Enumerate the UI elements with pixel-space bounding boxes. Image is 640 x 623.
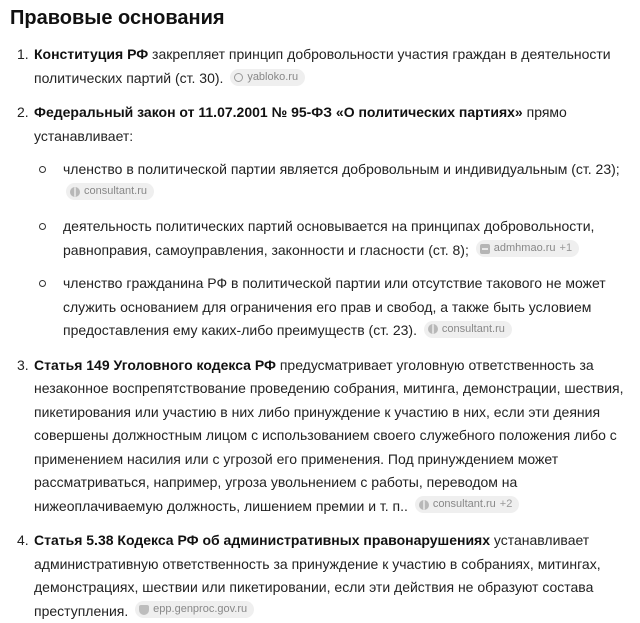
consultant-icon [70,187,80,197]
item-text: закрепляет принцип добровольности участия граждан в деятельности политических партий (ст. 30). [34,46,611,86]
list-item-federal-law [10,101,626,343]
section-title: Правовые основания [10,7,225,29]
sub-item-text: членство гражданина РФ в политической партии или отсутствие такового не может служить основанием для ограничения его прав и свобод, а также быть условием предоставления ему каких-либо преимуществ (ст. 23). [63,275,606,338]
item-bold-title: Статья 5.38 Кодекса РФ об административных правонарушениях [34,532,491,548]
sub-list-item [34,158,626,205]
item-number: 4. [17,532,29,548]
source-chip[interactable] [424,321,512,338]
item-text: прямо устанавливает: [34,104,567,144]
list-item-constitution [10,43,626,90]
source-chip[interactable] [476,240,579,257]
sub-list-item [34,272,626,343]
sub-list [34,158,626,343]
genproc-icon [139,605,149,615]
sub-item-text: деятельность политических партий основывается на принципах добровольности, равноправия, самоуправления, законности и гласности (ст. 8); [63,218,595,258]
yabloko-icon [234,73,243,82]
source-label: admhmao.ru [493,242,556,254]
source-chip[interactable] [66,183,154,200]
item-text: предусматривает уголовную ответственность за незаконное воспрепятствование проведению собрания, митинга, демонстрации, шествия, пикетирования или участию в них либо принуждение к участию в них, если эти деяния совершены должностным лицом с использованием своего служебного положения либо с применением насилия или с угрозой его применения. Под принуждением может рассматриваться, например, угроза увольнением с работы, переводом на нижеоплачиваемую должность, лишением премии и т. п.. [34,356,624,514]
legal-basis-list [10,43,626,623]
circle-bullet-icon [39,223,46,230]
item-bold-title: Федеральный закон от 11.07.2001 № 95-ФЗ «О политических партиях» [34,104,523,120]
source-label: consultant.ru [84,185,147,197]
source-label: consultant.ru [432,498,496,510]
list-item-criminal-code [10,354,626,519]
item-number: 2. [17,104,29,120]
source-chip[interactable] [415,496,520,513]
item-paragraph [34,354,626,519]
item-paragraph [34,43,626,90]
item-bold-title: Конституция РФ [34,46,149,62]
source-label: consultant.ru [441,322,505,335]
sub-list-item [34,215,626,262]
source-chip[interactable] [135,601,254,618]
source-extra-count: +2 [499,498,513,510]
consultant-icon [428,324,438,334]
admhmao-icon [480,244,490,254]
source-label: yabloko.ru [247,70,299,83]
item-number: 1. [17,46,29,62]
source-extra-count: +1 [559,242,573,254]
circle-bullet-icon [39,166,46,173]
source-label: epp.genproc.gov.ru [153,603,248,615]
item-text: устанавливает административную ответственность за принуждение к участию в собраниях, митингах, демонстрациях, шествии или пикетировании, если эти действия не образуют состава преступления. [34,532,601,619]
item-bold-title: Статья 149 Уголовного кодекса РФ [34,356,276,373]
source-chip[interactable] [230,69,305,86]
list-item-admin-code [10,529,626,623]
item-paragraph [34,101,626,148]
circle-bullet-icon [39,280,46,287]
item-number: 3. [17,356,29,373]
item-paragraph [34,529,626,623]
sub-item-text: членство в политической партии является добровольным и индивидуальным (ст. 23); [63,161,620,177]
consultant-icon [419,500,429,510]
